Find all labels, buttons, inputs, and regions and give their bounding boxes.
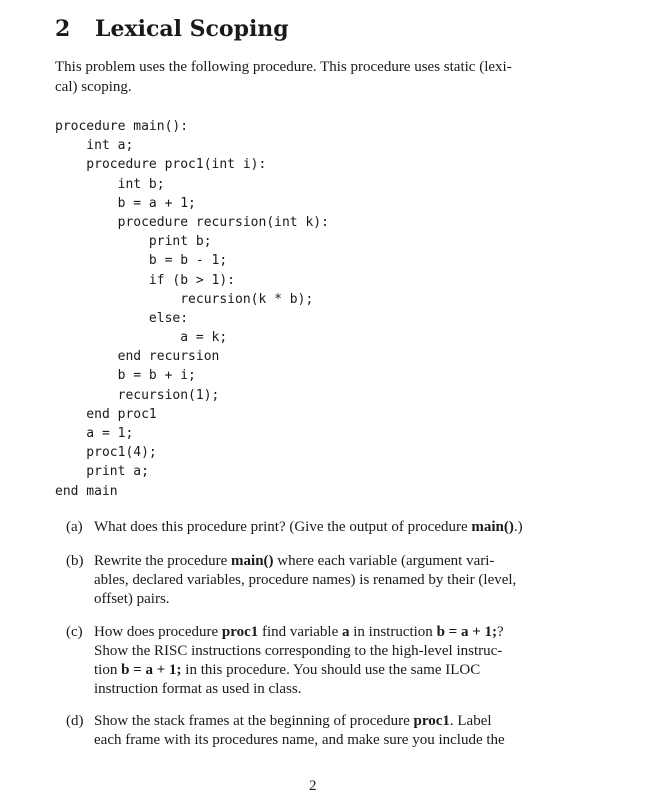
intro-line: This problem uses the following procedure. This procedure uses static (lexi- — [55, 59, 512, 75]
code-line: int a; — [55, 138, 134, 154]
code-line: int b; — [55, 176, 165, 192]
question-text: . Label — [449, 713, 492, 729]
question-d — [66, 712, 586, 750]
question-body — [94, 712, 586, 750]
question-line — [94, 518, 586, 537]
question-text: Rewrite the procedure — [94, 553, 232, 569]
code-line: end main — [55, 483, 118, 499]
question-bold-text: a — [341, 624, 350, 640]
question-text: What does this procedure print? (Give the output of procedure — [94, 519, 472, 535]
question-line: each frame with its procedures name, and make sure you include the — [94, 732, 505, 748]
code-line: procedure main(): — [55, 119, 189, 134]
question-label: (d) — [66, 713, 84, 729]
question-line: offset) pairs. — [94, 591, 170, 607]
code-line: else: — [55, 310, 189, 326]
section-title: Lexical Scoping — [95, 16, 289, 42]
question-bold-text: b = a + 1; — [121, 662, 182, 678]
question-text: in this procedure. You should use the same ILOC — [181, 662, 481, 678]
question-label: (c) — [66, 624, 83, 640]
code-line: a = k; — [55, 330, 228, 346]
question-line: Show the RISC instructions corresponding to the high-level instruc- — [94, 643, 503, 659]
code-line: procedure recursion(int k): — [55, 214, 329, 230]
question-bold-text: b = a + 1; — [436, 624, 497, 640]
question-line — [94, 552, 586, 571]
page-number: 2 — [309, 778, 317, 794]
question-line — [94, 661, 586, 680]
code-line: end proc1 — [55, 406, 157, 422]
question-text: where each variable (argument vari- — [273, 553, 495, 569]
question-label: (b) — [66, 553, 84, 569]
code-line: a = 1; — [55, 426, 134, 441]
section-heading — [55, 16, 289, 42]
code-line: procedure proc1(int i): — [55, 157, 267, 173]
question-body — [94, 623, 586, 699]
code-line: if (b > 1): — [55, 272, 236, 288]
question-text: ? — [497, 624, 504, 640]
question-text: in instruction — [349, 624, 437, 640]
question-text: tion — [94, 662, 122, 678]
code-listing — [55, 117, 329, 501]
question-line — [94, 712, 586, 731]
question-a — [66, 518, 586, 537]
code-line: recursion(k * b); — [55, 291, 314, 307]
question-text: Show the stack frames at the beginning of procedure — [94, 713, 414, 729]
code-line: recursion(1); — [55, 387, 220, 403]
code-line: print b; — [55, 234, 212, 250]
code-line: end recursion — [55, 349, 220, 365]
question-text: How does procedure — [94, 624, 222, 640]
code-line: proc1(4); — [55, 445, 157, 461]
question-c — [66, 623, 586, 699]
question-bold-text: main() — [231, 553, 274, 569]
intro-paragraph — [55, 57, 595, 97]
question-line: instruction format as used in class. — [94, 681, 302, 697]
intro-line: cal) scoping. — [55, 79, 132, 95]
question-body — [94, 518, 586, 537]
question-bold-text: main() — [471, 519, 514, 535]
question-text: .) — [513, 519, 523, 535]
code-line: print a; — [55, 464, 149, 480]
section-number: 2 — [55, 16, 71, 42]
code-line: b = b + i; — [55, 368, 196, 384]
question-line — [94, 623, 586, 642]
code-line: b = a + 1; — [55, 195, 196, 211]
question-b — [66, 552, 586, 609]
question-line: ables, declared variables, procedure names) is renamed by their (level, — [94, 572, 517, 588]
question-label: (a) — [66, 519, 83, 535]
code-line: b = b - 1; — [55, 253, 228, 269]
question-text: find variable — [258, 624, 342, 640]
question-bold-text: proc1 — [221, 624, 259, 640]
question-body — [94, 552, 586, 609]
question-bold-text: proc1 — [413, 713, 450, 729]
